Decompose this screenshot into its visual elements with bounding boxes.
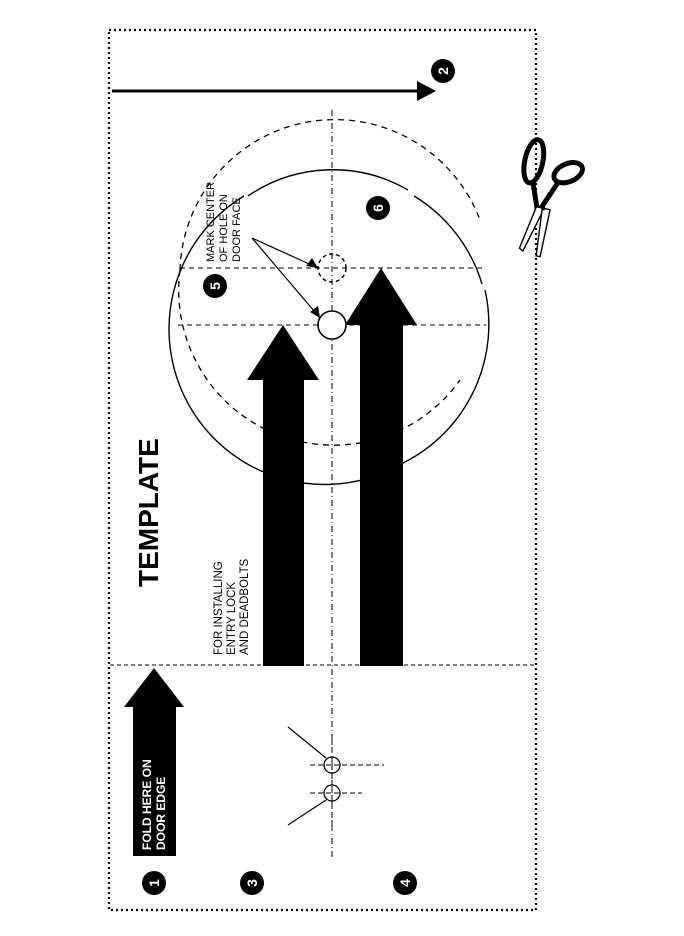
step-4-label: 4	[397, 879, 413, 887]
big-arrow-right	[345, 268, 417, 666]
step-badge-2	[431, 59, 455, 83]
step-badge-5	[203, 274, 227, 298]
bore-circles	[169, 120, 489, 485]
step-2-label: 2	[435, 67, 451, 75]
step-3-label: 3	[244, 879, 260, 887]
subtitle-line-3: AND DEADBOLTS	[239, 558, 251, 655]
subtitle-line-1: FOR INSTALLING	[213, 561, 225, 655]
fold-label-line-1: FOLD HERE ON	[140, 759, 154, 850]
fold-label-line-2: DOOR EDGE	[154, 776, 168, 850]
step-badge-1	[142, 871, 166, 895]
step-1-label: 1	[146, 879, 162, 887]
scissors-icon	[506, 138, 591, 262]
mark-center-pointers	[252, 238, 320, 318]
big-arrow-left	[247, 325, 319, 666]
subtitle-line-2: ENTRY LOCK	[226, 581, 238, 655]
template-title: TEMPLATE	[133, 438, 164, 587]
step-badge-3	[240, 871, 264, 895]
mark-center-line-2: OF HOLE ON	[218, 194, 230, 262]
step-5-label: 5	[207, 282, 223, 290]
door-edge-arrow	[112, 81, 436, 101]
mark-center-line-1: MARK CENTER	[205, 181, 217, 262]
edge-bore-marks	[288, 727, 384, 830]
step-6-label: 6	[370, 204, 386, 212]
center-hole-mark	[318, 311, 346, 339]
mark-center-line-3: DOOR FACE	[231, 197, 243, 262]
step-badge-4	[393, 871, 417, 895]
step-badge-6	[366, 196, 390, 220]
